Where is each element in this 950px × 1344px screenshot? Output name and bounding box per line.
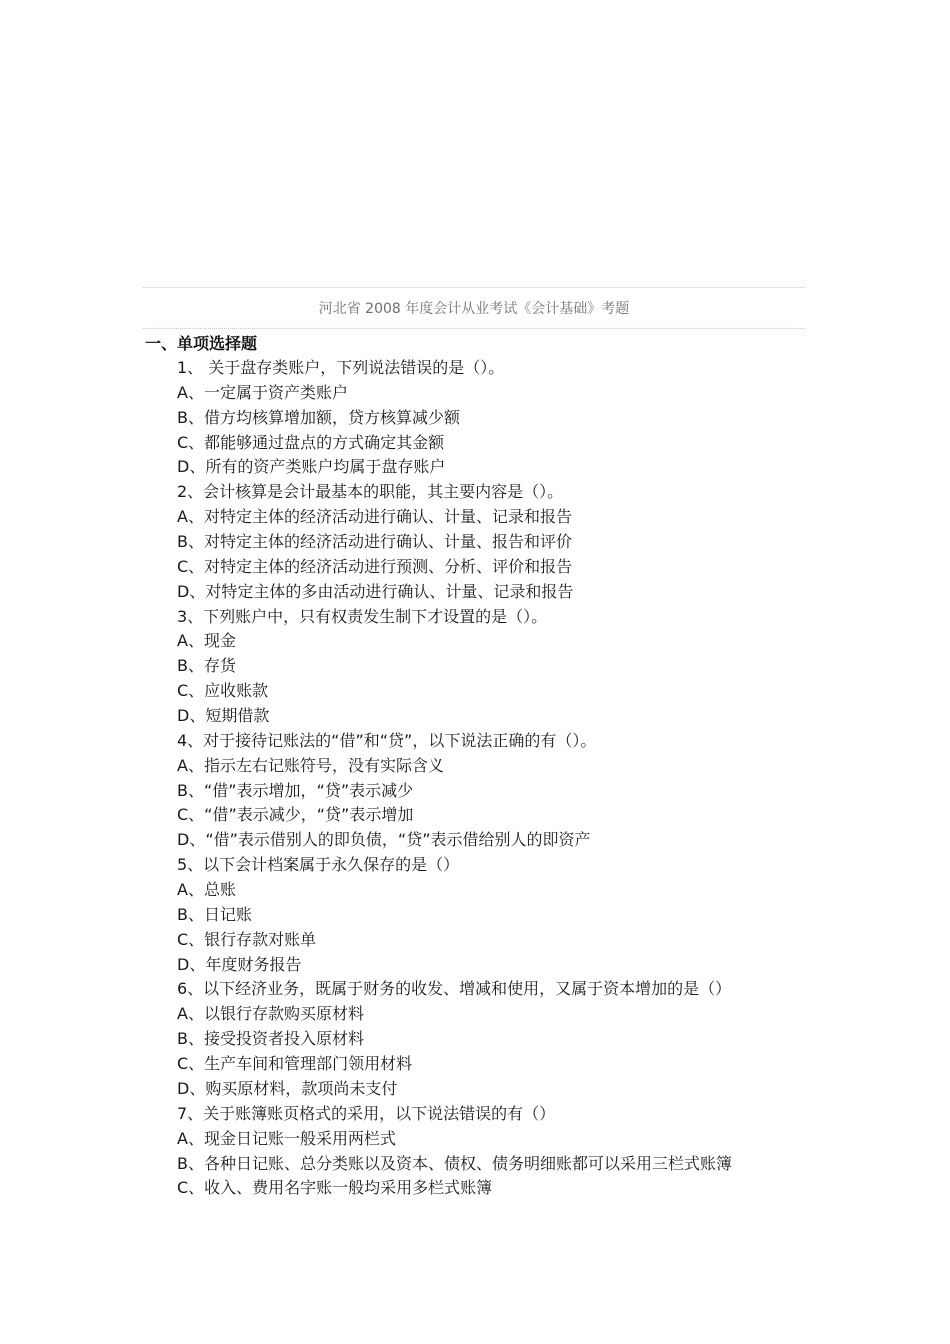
question-2: 2、会计核算是会计最基本的职能，其主要内容是（）。 [177, 482, 564, 502]
question-5-option-b: B、日记账 [177, 904, 252, 924]
question-list [177, 356, 797, 1201]
question-7: 7、关于账簿账页格式的采用，以下说法错误的有（） [177, 1103, 556, 1123]
question-5-option-d: D、年度财务报告 [177, 954, 302, 974]
question-1-option-a: A、一定属于资产类账户 [177, 382, 348, 402]
question-3-option-a: A、现金 [177, 631, 236, 651]
question-7-option-c: C、收入、费用名字账一般均采用多栏式账簿 [177, 1178, 493, 1198]
question-4: 4、对于接待记账法的“借”和“贷”，以下说法正确的有（）。 [177, 730, 597, 750]
header-top-rule [143, 287, 805, 288]
question-3: 3、下列账户中，只有权责发生制下才设置的是（）。 [177, 606, 548, 626]
question-7-option-a: A、现金日记账一般采用两栏式 [177, 1128, 396, 1148]
header-bottom-rule [143, 328, 805, 329]
question-3-option-c: C、应收账款 [177, 681, 269, 701]
question-1: 1、 关于盘存类账户，下列说法错误的是（）。 [177, 358, 505, 377]
question-5-option-a: A、总账 [177, 880, 236, 900]
question-5: 5、以下会计档案属于永久保存的是（） [177, 855, 460, 875]
question-2-option-a: A、对特定主体的经济活动进行确认、计量、记录和报告 [177, 507, 572, 527]
question-6: 6、以下经济业务，既属于财务的收发、增减和使用，又属于资本增加的是（） [177, 979, 732, 999]
question-3-option-b: B、存货 [177, 656, 236, 676]
document-title: 河北省 2008 年度会计从业考试《会计基础》考题 [318, 301, 630, 317]
question-1-option-c: C、都能够通过盘点的方式确定其金额 [177, 432, 445, 452]
question-4-option-c: C、“借”表示减少，“贷”表示增加 [177, 805, 414, 825]
question-4-option-b: B、“借”表示增加，“贷”表示减少 [177, 780, 414, 800]
question-4-option-a: A、指示左右记账符号，没有实际含义 [177, 755, 444, 775]
question-6-option-d: D、购买原材料，款项尚未支付 [177, 1078, 398, 1098]
question-2-option-d: D、对特定主体的多由活动进行确认、计量、记录和报告 [177, 581, 574, 601]
question-6-option-b: B、接受投资者投入原材料 [177, 1029, 364, 1049]
question-3-option-d: D、短期借款 [177, 706, 270, 726]
question-2-option-c: C、对特定主体的经济活动进行预测、分析、评价和报告 [177, 556, 573, 576]
question-7-option-b: B、各种日记账、总分类账以及资本、债权、债务明细账都可以采用三栏式账簿 [177, 1153, 732, 1173]
question-1-option-b: B、借方均核算增加额，贷方核算减少额 [177, 407, 460, 427]
question-1-option-d: D、所有的资产类账户均属于盘存账户 [177, 457, 446, 477]
question-6-option-a: A、以银行存款购买原材料 [177, 1004, 364, 1024]
section-heading: 一、单项选择题 [145, 334, 258, 353]
question-2-option-b: B、对特定主体的经济活动进行确认、计量、报告和评价 [177, 532, 572, 552]
question-6-option-c: C、生产车间和管理部门领用材料 [177, 1054, 413, 1074]
question-5-option-c: C、银行存款对账单 [177, 929, 317, 949]
question-4-option-d: D、“借”表示借别人的即负债，“贷”表示借给别人的即资产 [177, 830, 591, 850]
